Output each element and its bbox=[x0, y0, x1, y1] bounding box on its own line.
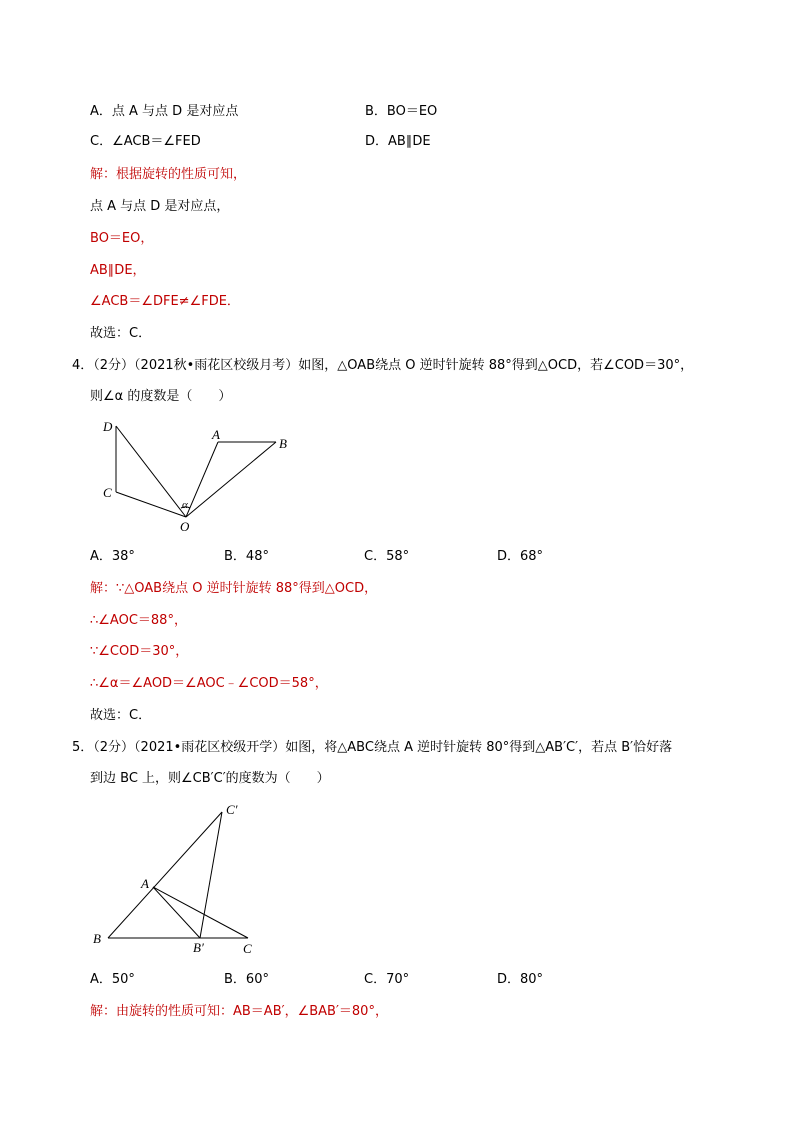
q3-solution-line: ∠ACB＝∠DFE≠∠FDE． bbox=[90, 294, 240, 309]
q4-label-a: A bbox=[212, 427, 220, 442]
q4-solution-line: 解：∵△OAB绕点 O 逆时针旋转 88°得到△OCD， bbox=[90, 581, 378, 596]
q3-solution-line: 故选：C． bbox=[90, 326, 152, 341]
q5-solution-line: 解：由旋转的性质可知：AB＝AB′，∠BAB′＝80°， bbox=[90, 1004, 388, 1019]
q5-label-b: B bbox=[93, 931, 101, 946]
q5-option-a: A．50° bbox=[90, 972, 135, 987]
q3-solution-line: AB∥DE， bbox=[90, 263, 146, 278]
q4-stem-cont: 则∠α 的度数是（ ） bbox=[90, 389, 232, 404]
q3-solution-line: 点 A 与点 D 是对应点， bbox=[90, 199, 230, 214]
q4-solution-line: ∴∠AOC＝88°， bbox=[90, 613, 187, 628]
q3-option-b: B．BO＝EO bbox=[365, 104, 438, 119]
q4-label-b: B bbox=[279, 436, 287, 451]
q5-label-a: A bbox=[141, 876, 149, 891]
q4-solution-line: ∵∠COD＝30°， bbox=[90, 644, 189, 659]
q4-label-o: O bbox=[180, 519, 190, 534]
q5-figure bbox=[88, 798, 268, 958]
q4-solution-line: ∴∠α＝∠AOD＝∠AOC﹣∠COD＝58°， bbox=[90, 676, 328, 691]
q3-solution-line: BO＝EO， bbox=[90, 231, 154, 246]
q3-option-d: D．AB∥DE bbox=[365, 134, 431, 149]
q5-label-b-prime: B′ bbox=[193, 940, 204, 955]
q4-label-alpha: α bbox=[182, 499, 188, 511]
q5-stem-cont: 到边 BC 上，则∠CB′C′的度数为（ ） bbox=[90, 771, 330, 786]
q5-stem: 5．（2分）（2021•雨花区校级开学）如图，将△ABC绕点 A 逆时针旋转 80°得到△AB′C′，若点 B′恰好落 bbox=[72, 740, 673, 755]
q5-label-c: C bbox=[243, 941, 252, 956]
q3-option-a: A．点 A 与点 D 是对应点 bbox=[90, 104, 239, 119]
q4-figure bbox=[95, 415, 300, 540]
q4-option-b: B．48° bbox=[224, 549, 269, 564]
q4-solution-line: 故选：C． bbox=[90, 708, 152, 723]
q3-option-c: C．∠ACB＝∠FED bbox=[90, 134, 201, 149]
q4-label-c: C bbox=[103, 485, 112, 500]
q3-solution-line: 解：根据旋转的性质可知， bbox=[90, 167, 247, 182]
q4-label-d: D bbox=[103, 419, 113, 434]
q4-stem: 4．（2分）（2021秋•雨花区校级月考）如图，△OAB绕点 O 逆时针旋转 88°得到△OCD，若∠COD＝30°， bbox=[72, 358, 694, 373]
q5-option-c: C．70° bbox=[364, 972, 410, 987]
q4-option-c: C．58° bbox=[364, 549, 410, 564]
q5-option-d: D．80° bbox=[497, 972, 544, 987]
q5-label-c-prime: C′ bbox=[226, 802, 238, 817]
q5-option-b: B．60° bbox=[224, 972, 269, 987]
q4-option-d: D．68° bbox=[497, 549, 544, 564]
q4-option-a: A．38° bbox=[90, 549, 135, 564]
